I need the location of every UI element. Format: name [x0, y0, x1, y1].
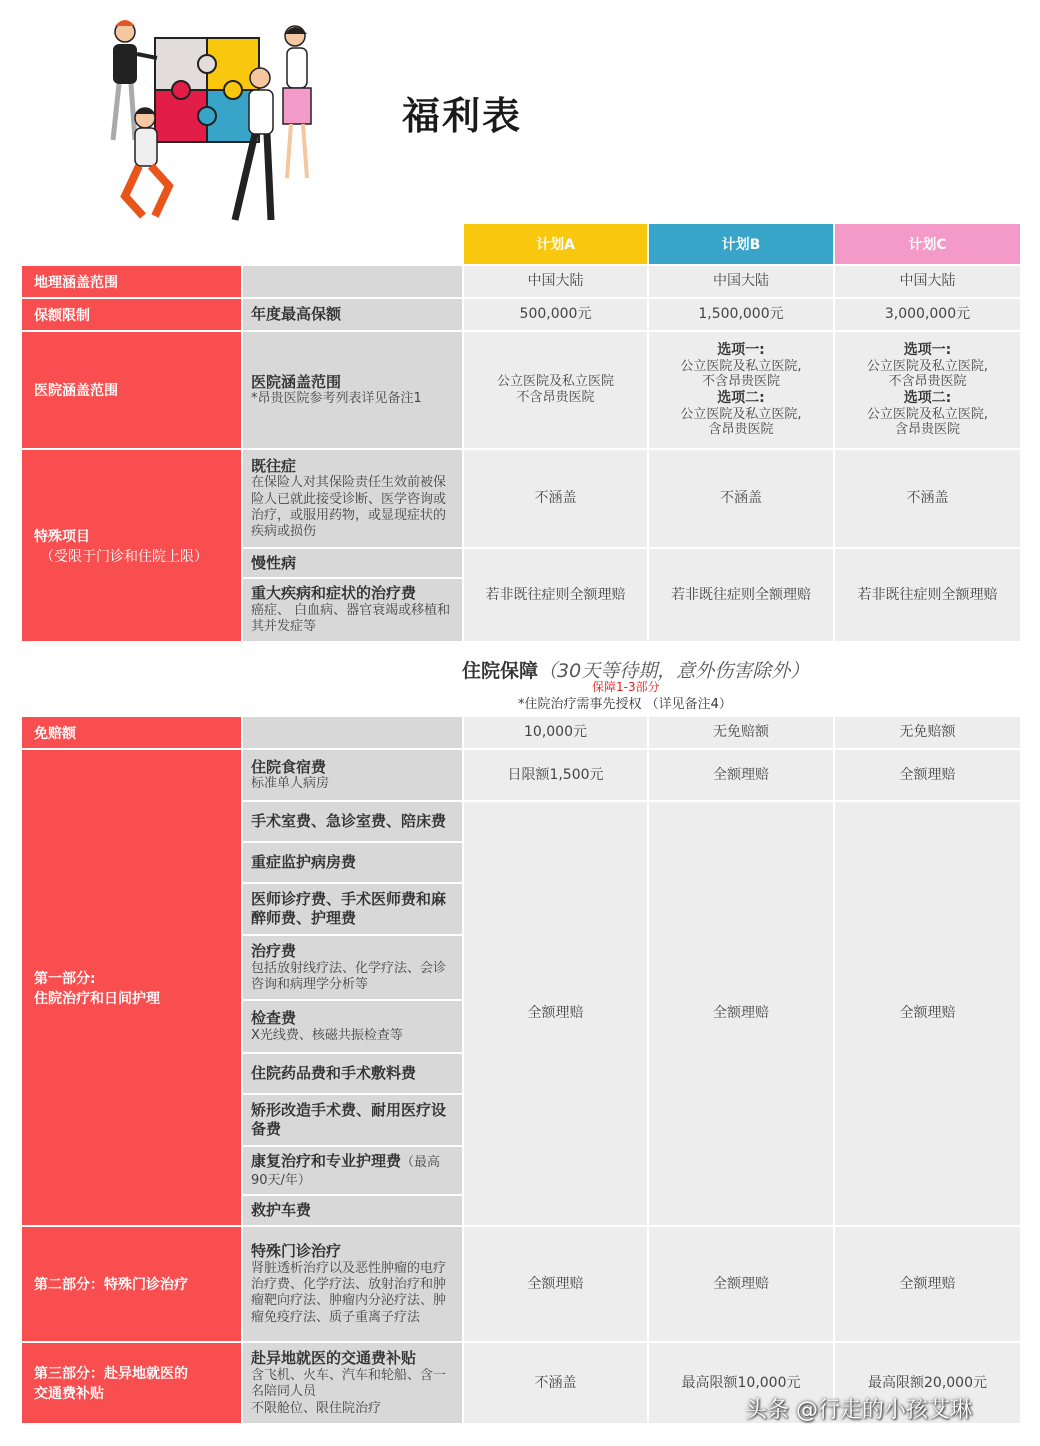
drug-fee-item: 住院药品费和手术敷料费: [243, 1054, 464, 1095]
watermark: 头条 @行走的小孩艾琳: [745, 1398, 972, 1423]
teamwork-puzzle-illustration: [95, 10, 345, 230]
chronic-item: 慢性病: [243, 549, 464, 579]
deductible-plan-c: 无免赔额: [835, 717, 1020, 750]
major-illness-item: 重大疾病和症状的治疗费 癌症、 白血病、器官衰竭或移植和其并发症等: [243, 579, 464, 643]
geo-plan-c: 中国大陆: [835, 266, 1020, 299]
major-plan-a: 若非既往症则全额理赔: [464, 549, 649, 643]
hospital-row: [22, 332, 1020, 450]
deductible-plan-a: 10,000元: [464, 717, 649, 750]
limit-item: 年度最高保额: [243, 299, 464, 332]
geo-category: 地理涵盖范围: [22, 266, 243, 299]
rehab-fee-item: 康复治疗和专业护理费（最高90天/年）: [243, 1147, 464, 1196]
major-plan-c: 若非既往症则全额理赔: [835, 549, 1020, 643]
part2-row: [22, 1227, 1020, 1343]
limit-plan-b: 1,500,000元: [649, 299, 835, 332]
part1-plan-a: 全额理赔: [464, 802, 649, 1227]
hospital-item: 医院涵盖范围 *昂贵医院参考列表详见备注1: [243, 332, 464, 450]
geo-item: [243, 266, 464, 299]
icu-item: 重症监护病房费: [243, 843, 464, 884]
header: [0, 0, 1040, 230]
treatment-fee-item: 治疗费 包括放射线疗法、化学疗法、会诊咨询和病理学分析等: [243, 936, 464, 1001]
inpatient-title: 住院保障（30天等待期，意外伤害除外）: [462, 660, 810, 682]
preexisting-plan-a: 不涵盖: [464, 450, 649, 549]
room-board-plan-a: 日限额1,500元: [464, 750, 649, 802]
deductible-row: [22, 717, 1020, 750]
part2-category: 第二部分：特殊门诊治疗: [22, 1227, 243, 1343]
orthopedic-fee-item: 矫形改造手术费、耐用医疗设备费: [243, 1095, 464, 1147]
limit-category: 保额限制: [22, 299, 243, 332]
part1-plan-c: 全额理赔: [835, 802, 1020, 1227]
plan-a-header: 计划A: [464, 224, 649, 266]
preexisting-plan-b: 不涵盖: [649, 450, 835, 549]
part3-plan-c: 最高限额20,000元: [835, 1343, 1020, 1425]
hospital-plan-a: 公立医院及私立医院 不含昂贵医院: [464, 332, 649, 450]
part2-plan-c: 全额理赔: [835, 1227, 1020, 1343]
plan-c-header: 计划C: [835, 224, 1020, 266]
geo-plan-b: 中国大陆: [649, 266, 835, 299]
deductible-item: [243, 717, 464, 750]
part3-category: 第三部分：赴异地就医的 交通费补贴: [22, 1343, 243, 1425]
part3-item: 赴异地就医的交通费补贴 含飞机、火车、汽车和轮船、含一名陪同人员 不限舱位、限住院治疗: [243, 1343, 464, 1425]
plan-b-header: 计划B: [649, 224, 835, 266]
room-board-row: [22, 750, 1020, 802]
deductible-plan-b: 无免赔额: [649, 717, 835, 750]
room-board-plan-b: 全额理赔: [649, 750, 835, 802]
room-board-plan-c: 全额理赔: [835, 750, 1020, 802]
limit-plan-a: 500,000元: [464, 299, 649, 332]
geo-plan-a: 中国大陆: [464, 266, 649, 299]
limit-row: [22, 299, 1020, 332]
special-category: 特殊项目 （受限于门诊和住院上限）: [22, 450, 243, 643]
page-title: 福利表: [402, 94, 523, 138]
pre-authorization-note: *住院治疗需事先授权 （详见备注4）: [518, 697, 732, 712]
exam-fee-item: 检查费 X光线费、核磁共振检查等: [243, 1001, 464, 1054]
benefit-table-top: [22, 224, 1020, 643]
part3-plan-a: 不涵盖: [464, 1343, 649, 1425]
hospital-plan-c: 选项一: 公立医院及私立医院, 不含昂贵医院 选项二: 公立医院及私立医院, 含昂贵医院: [835, 332, 1020, 450]
part2-item: 特殊门诊治疗 肾脏透析治疗以及恶性肿瘤的电疗治疗费、化学疗法、放射治疗和肿瘤靶向疗法、肿瘤内分泌疗法、肿瘤免疫疗法、质子重离子疗法: [243, 1227, 464, 1343]
plan-header-row: [22, 224, 1020, 266]
hospital-category: 医院涵盖范围: [22, 332, 243, 450]
part2-plan-a: 全额理赔: [464, 1227, 649, 1343]
surgery-room-item: 手术室费、急诊室费、陪床费: [243, 802, 464, 843]
limit-plan-c: 3,000,000元: [835, 299, 1020, 332]
part1-plan-b: 全额理赔: [649, 802, 835, 1227]
deductible-category: 免赔额: [22, 717, 243, 750]
coverage-parts-note: 保障1-3部分: [592, 680, 660, 694]
physician-fee-item: 医师诊疗费、手术医师费和麻醉师费、护理费: [243, 884, 464, 936]
geo-row: [22, 266, 1020, 299]
preexisting-item: 既往症 在保险人对其保险责任生效前被保险人已就此接受诊断、医学咨询或治疗，或服用药物，或显现症状的疾病或损伤: [243, 450, 464, 549]
hospital-plan-b: 选项一: 公立医院及私立医院, 不含昂贵医院 选项二: 公立医院及私立医院, 含昂贵医院: [649, 332, 835, 450]
major-plan-b: 若非既往症则全额理赔: [649, 549, 835, 643]
part3-plan-b: 最高限额10,000元: [649, 1343, 835, 1425]
ambulance-fee-item: 救护车费: [243, 1196, 464, 1227]
benefit-table-bottom: [22, 717, 1020, 1425]
inpatient-section-header: [0, 650, 1040, 716]
part2-plan-b: 全额理赔: [649, 1227, 835, 1343]
preexisting-plan-c: 不涵盖: [835, 450, 1020, 549]
preexisting-row: [22, 450, 1020, 549]
part1-category: 第一部分: 住院治疗和日间护理: [22, 750, 243, 1227]
room-board-item: 住院食宿费 标准单人病房: [243, 750, 464, 802]
